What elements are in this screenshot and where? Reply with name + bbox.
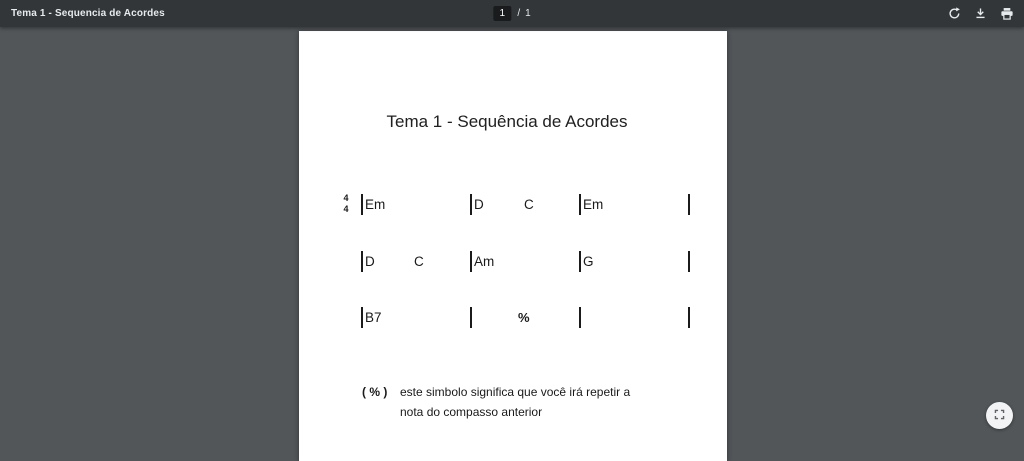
barline [361,194,363,215]
barline [361,251,363,272]
print-icon [1000,7,1014,21]
pdf-viewer-canvas [0,27,1024,423]
chord-label: Am [474,254,495,269]
toolbar-actions [946,5,1015,22]
note-symbol: ( % ) [362,385,388,399]
note-line-1: este simbolo significa que você irá repetir a [400,385,631,399]
page-indicator [493,6,530,21]
document-title: Tema 1 - Sequência de Acordes [386,112,628,131]
score-row-2 [299,251,727,273]
chord-label: C [524,197,534,212]
barline [470,194,472,215]
barline [688,251,690,272]
chord-label: D [474,197,484,212]
barline [579,251,581,272]
pdf-page [299,31,727,461]
note [362,382,630,422]
chord-label: Em [365,197,386,212]
barline [470,251,472,272]
page-separator: / [517,8,521,19]
score-row-3 [299,307,727,329]
repeat-symbol: % [518,310,530,325]
barline [361,307,363,328]
chord-label: B7 [365,310,382,325]
note-text [400,382,630,422]
barline [688,194,690,215]
download-icon [974,7,987,20]
rotate-button[interactable] [946,5,963,22]
note-line-2: nota do compasso anterior [400,405,543,419]
score-row-1 [299,194,727,216]
chord-label: D [365,254,375,269]
rotate-icon [948,7,961,20]
print-button[interactable] [998,5,1015,22]
time-sig-numerator: 4 [343,193,349,203]
barline [470,307,472,328]
page-number-input[interactable]: 1 [493,6,511,21]
download-button[interactable] [972,5,989,22]
chord-label: C [414,254,424,269]
barline [688,307,690,328]
pdf-toolbar [0,0,1024,27]
chord-label: G [583,254,594,269]
toolbar-title: Tema 1 - Sequencia de Acordes [11,8,165,19]
fit-to-page-icon [993,408,1006,424]
time-sig-denominator: 4 [343,203,349,214]
fit-page-button[interactable] [986,402,1013,429]
barline [579,307,581,328]
page-count: 1 [525,8,531,19]
chord-label: Em [583,197,604,212]
barline [579,194,581,215]
